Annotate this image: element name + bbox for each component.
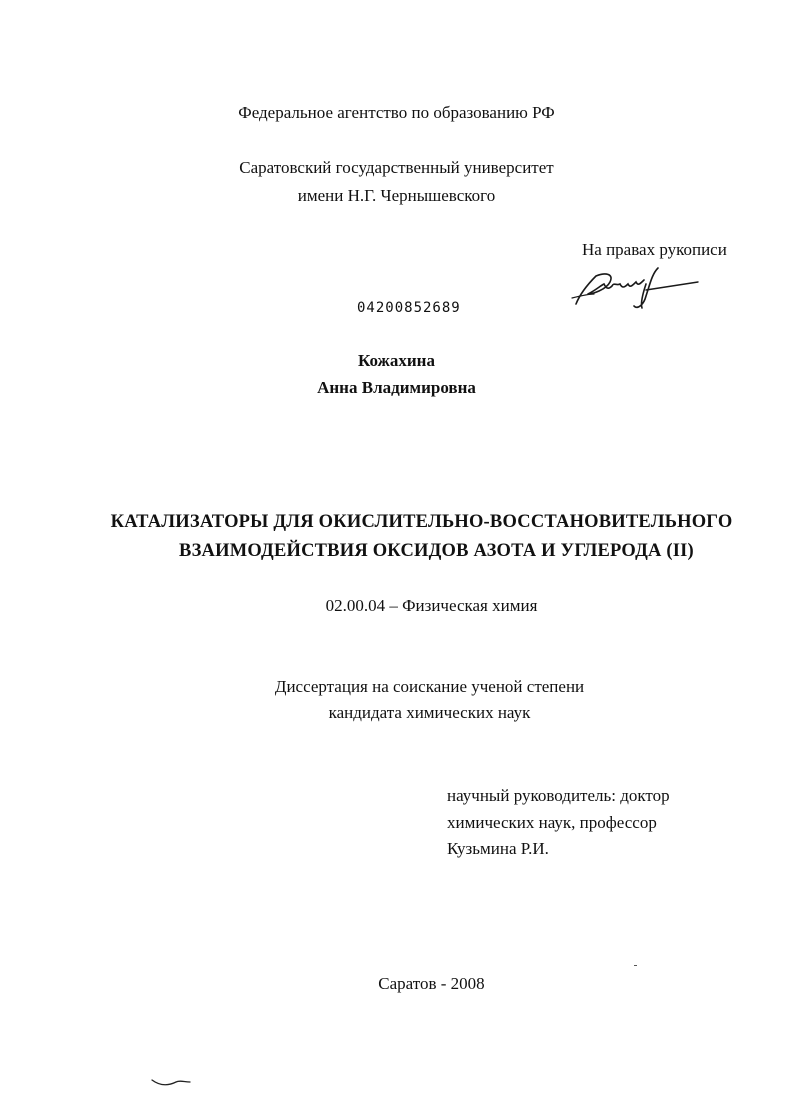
city-year: Саратов - 2008	[378, 974, 485, 993]
specialty-code: 02.00.04 – Физическая химия	[325, 596, 538, 615]
university-name: Саратовский государственный университет	[239, 158, 554, 177]
scan-mark-icon	[150, 1074, 192, 1088]
university-named-after: имени Н.Г. Чернышевского	[297, 186, 496, 205]
dissertation-title-line1: КАТАЛИЗАТОРЫ ДЛЯ ОКИСЛИТЕЛЬНО-ВОССТАНОВИТЕЛЬНОГО	[110, 512, 733, 532]
scan-speck	[634, 965, 637, 966]
degree-line2: кандидата химических наук	[328, 703, 531, 722]
agency-name: Федеральное агентство по образованию РФ	[238, 103, 555, 122]
degree-line1: Диссертация на соискание ученой степени	[274, 677, 585, 696]
author-surname: Кожахина	[358, 351, 435, 370]
supervisor-name: Кузьмина Р.И.	[447, 839, 549, 858]
catalog-number: 04200852689	[357, 300, 461, 316]
supervisor-line1: научный руководитель: доктор	[447, 786, 670, 805]
manuscript-rights-note: На правах рукописи	[582, 240, 727, 259]
supervisor-line2: химических наук, профессор	[447, 813, 657, 832]
dissertation-title-line2: ВЗАИМОДЕЙСТВИЯ ОКСИДОВ АЗОТА И УГЛЕРОДА (II)	[179, 541, 694, 561]
author-given-names: Анна Владимировна	[317, 378, 476, 397]
signature-icon	[566, 264, 706, 316]
